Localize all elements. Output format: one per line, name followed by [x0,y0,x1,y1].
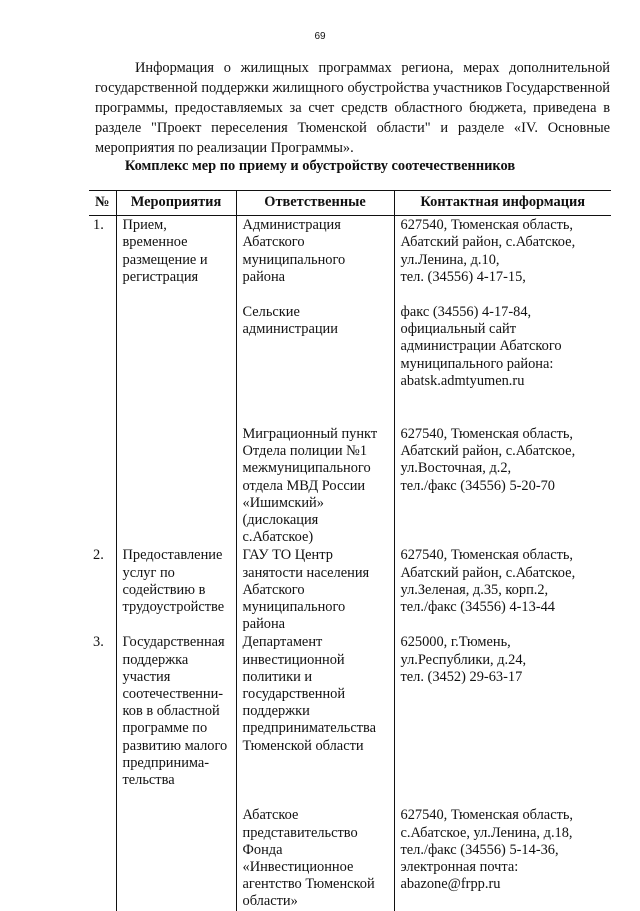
responsible-cell-line: района [242,616,286,633]
contact-cell [394,546,611,633]
measure-cell-line: Прием, [122,217,167,234]
responsible-cell-line: муниципального [242,599,346,616]
responsible-cell [236,286,394,390]
row-number: 1. [93,217,104,234]
table-row [89,286,611,390]
header-measures: Мероприятия [116,191,236,216]
header-contact: Контактная информация [394,191,611,216]
responsible-cell-line: Отдела полиции №1 [242,443,368,460]
table-row [89,216,611,286]
measure-cell [116,546,236,633]
responsible-cell-line: инвестиционной [242,651,345,668]
measure-cell-line: размещение и [122,251,208,268]
contact-cell-line: abatsk.admtyumen.ru [400,372,525,389]
responsible-cell-line: Абатского [242,581,305,598]
responsible-cell-line: Абатского [242,234,305,251]
responsible-cell-line: политики и [242,668,313,685]
contact-cell-line: тел./факс (34556) 5-14-36, [400,841,559,858]
measure-cell-line: развитию малого [122,737,228,754]
table-header-row [89,191,611,216]
measure-cell-line: участия [122,668,171,685]
responsible-cell-line: района [242,268,286,285]
contact-cell-line: 627540, Тюменская область, [400,426,574,443]
measure-cell-line: предпринима- [122,754,210,771]
measure-cell [116,633,236,789]
responsible-cell [236,789,394,910]
contact-cell [394,286,611,390]
row-number [89,789,116,910]
responsible-cell-line: Сельские [242,304,300,321]
responsible-cell-line: «Ишимский» [242,494,324,511]
table-row [89,546,611,633]
responsible-cell [236,546,394,633]
measures-table [89,190,611,911]
contact-cell-line: ул.Ленина, д.10, [400,251,500,268]
measure-cell-line: соотечественни- [122,686,224,703]
contact-cell-line: Абатский район, с.Абатское, [400,234,576,251]
responsible-cell-line: представительство [242,824,358,841]
responsible-cell-line: поддержки [242,703,310,720]
page-number: 69 [314,31,326,42]
contact-cell-line: тел./факс (34556) 4-13-44 [400,599,556,616]
measure-cell-line: услуг по [122,564,175,581]
responsible-cell-line: области» [242,893,298,910]
contact-cell-line: электронная почта: [400,858,519,875]
measure-cell-line: поддержка [122,651,189,668]
contact-cell-line: Абатский район, с.Абатское, [400,443,576,460]
header-number: № [89,191,116,216]
measure-cell [116,286,236,390]
measure-cell-line: трудоустройстве [122,599,225,616]
responsible-cell-line: Администрация [242,217,341,234]
responsible-cell-line: администрации [242,321,338,338]
responsible-cell-line: Тюменской области [242,737,364,754]
contact-cell-line: abazone@frpp.ru [400,876,501,893]
measure-cell-line: ков в областной [122,703,220,720]
contact-cell [394,633,611,789]
contact-cell-line: с.Абатское, ул.Ленина, д.18, [400,824,573,841]
measure-cell-line: тельства [122,772,175,789]
responsible-cell-line: межмуниципального [242,460,371,477]
contact-cell-line: 627540, Тюменская область, [400,807,574,824]
measure-cell [116,390,236,546]
table-row [89,633,611,789]
responsible-cell-line: агентство Тюменской [242,876,375,893]
contact-cell-line: тел. (3452) 29-63-17 [400,668,523,685]
measure-cell-line: программе по [122,720,208,737]
table-title: Комплекс мер по приему и обустройству соотечественников [124,158,516,174]
measure-cell [116,789,236,910]
responsible-cell [236,390,394,546]
contact-cell-line: ул.Республики, д.24, [400,651,527,668]
contact-cell-line: 627540, Тюменская область, [400,217,574,234]
contact-cell-line: 625000, г.Тюмень, [400,634,511,651]
measure-cell-line: Предоставление [122,547,223,564]
responsible-cell-line: муниципального [242,251,346,268]
measure-cell-line: Государственная [122,634,225,651]
row-number: 3. [93,634,104,651]
measure-cell-line: содействию в [122,581,206,598]
contact-cell-line: муниципального района: [400,355,554,372]
row-number [89,390,116,546]
contact-cell [394,216,611,286]
contact-cell-line: тел./факс (34556) 5-20-70 [400,477,556,494]
table-row [89,390,611,546]
responsible-cell-line: государственной [242,686,346,703]
contact-cell-line: 627540, Тюменская область, [400,547,574,564]
contact-cell-line: Абатский район, с.Абатское, [400,564,576,581]
row-number: 2. [93,547,104,564]
row-number [89,286,116,390]
header-responsible: Ответственные [236,191,394,216]
contact-cell-line: тел. (34556) 4-17-15, [400,268,526,285]
responsible-cell [236,216,394,286]
responsible-cell-line: предпринимательства [242,720,377,737]
contact-cell-line: ул.Зеленая, д.35, корп.2, [400,581,549,598]
measure-cell-line: регистрация [122,268,199,285]
measure-cell [116,216,236,286]
responsible-cell-line: Абатское [242,807,299,824]
measure-cell-line: временное [122,234,188,251]
responsible-cell-line: «Инвестиционное [242,858,354,875]
contact-cell [394,789,611,910]
responsible-cell-line: Миграционный пункт [242,426,378,443]
table-row [89,789,611,910]
intro-paragraph: Информация о жилищных программах региона, мерах дополнительной государственной поддержки жилищного обустройства участников Государственной программы, предоставляемых за счет средств областного бюджета, приведена в разделе "Проект переселения Тюменской области" и разделе «IV. Основные мероприятия по реализации Программы». [95,60,610,156]
contact-cell-line: ул.Восточная, д.2, [400,460,512,477]
contact-cell-line: администрации Абатского [400,338,562,355]
responsible-cell-line: Фонда [242,841,283,858]
responsible-cell-line: отдела МВД России [242,477,366,494]
responsible-cell [236,633,394,789]
responsible-cell-line: с.Абатское) [242,529,314,546]
responsible-cell-line: занятости населения [242,564,370,581]
contact-cell [394,390,611,546]
responsible-cell-line: ГАУ ТО Центр [242,547,333,564]
responsible-cell-line: (дислокация [242,512,319,529]
table-body [89,216,611,911]
contact-cell-line: факс (34556) 4-17-84, [400,304,532,321]
contact-cell-line: официальный сайт [400,321,516,338]
responsible-cell-line: Департамент [242,634,323,651]
